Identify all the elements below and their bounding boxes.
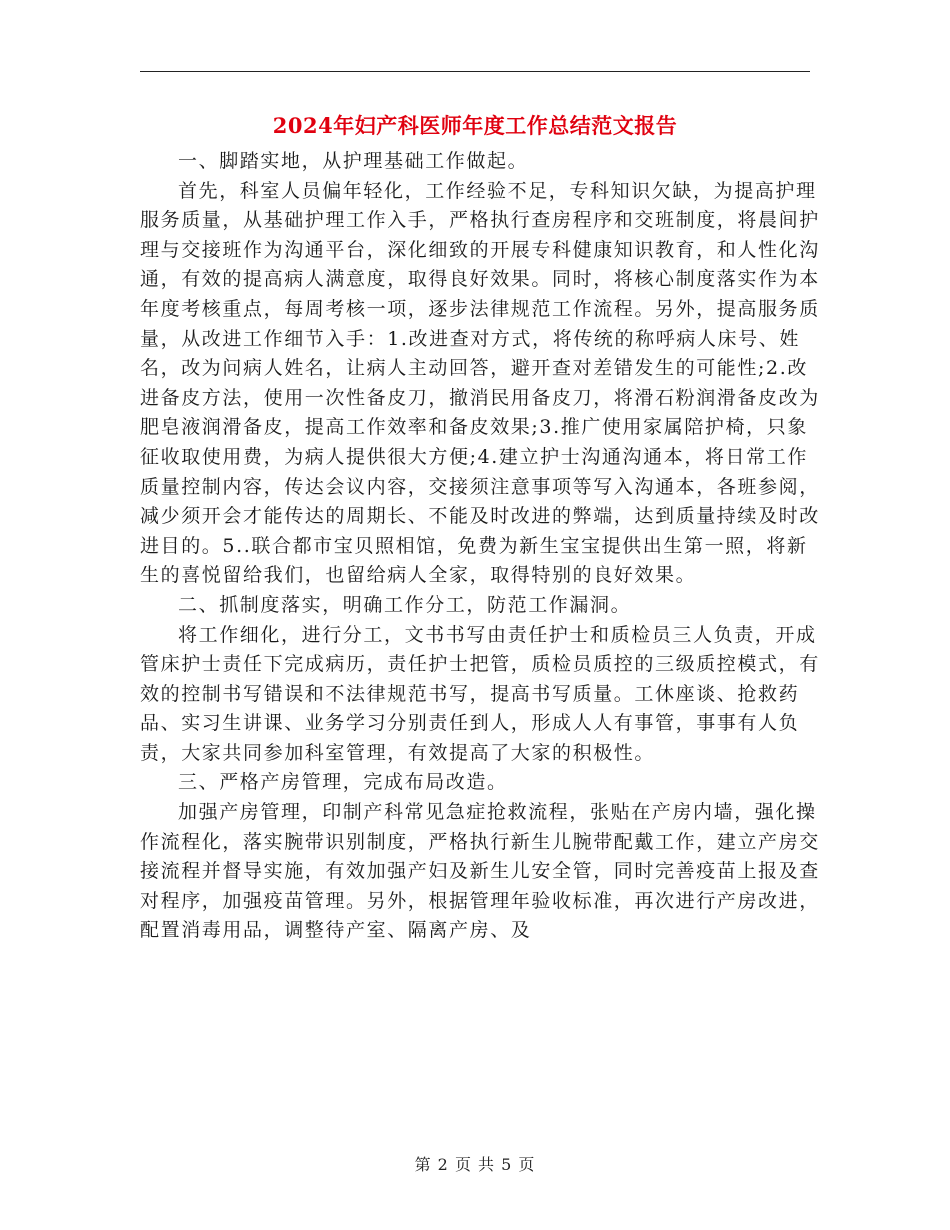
section-heading-1: 一、脚踏实地，从护理基础工作做起。 [178, 150, 529, 172]
document-body [140, 147, 820, 946]
paragraph-3: 加强产房管理，印制产科常见急症抢救流程，张贴在产房内墙，强化操作流程化，落实腕带识别制度，严格执行新生儿腕带配戴工作，建立产房交接流程并督导实施，有效加强产妇及新生儿安全管，同时完善疫苗上报及查对程序，加强疫苗管理。另外，根据管理年验收标准，再次进行产房改进，配置消毒用品，调整待产室、隔离产房、及 [140, 801, 820, 942]
section-heading-3: 三、严格产房管理，完成布局改造。 [178, 771, 508, 794]
section-heading-2: 二、抓制度落实，明确工作分工，防范工作漏洞。 [178, 593, 632, 616]
page-number: 第 2 页 共 5 页 [414, 1155, 536, 1174]
document-title: 2024年妇产科医师年度工作总结范文报告 [272, 113, 678, 138]
paragraph-2: 将工作细化，进行分工，文书书写由责任护士和质检员三人负责，开成管床护士责任下完成病历，责任护士把管，质检员质控的三级质控模式，有效的控制书写错误和不法律规范书写，提高书写质量。工休座谈、抢救药品、实习生讲课、业务学习分别责任到人，形成人人有事管，事事有人负责，大家共同参加科室管理，有效提高了大家的积极性。 [140, 623, 820, 764]
paragraph-1: 首先，科室人员偏年轻化，工作经验不足，专科知识欠缺，为提高护理服务质量，从基础护理工作入手，严格执行查房程序和交班制度，将晨间护理与交接班作为沟通平台，深化细致的开展专科健康知识教育，和人性化沟通，有效的提高病人满意度，取得良好效果。同时，将核心制度落实作为本年度考核重点，每周考核一项，逐步法律规范工作流程。另外，提高服务质量，从改进工作细节入手：1.改进查对方式，将传统的称呼病人床号、姓名，改为问病人姓名，让病人主动回答，避开查对差错发生的可能性;2.改进备皮方法，使用一次性备皮刀，撤消民用备皮刀，将滑石粉润滑备皮改为肥皂液润滑备皮，提高工作效率和备皮效果;3.推广使用家属陪护椅，只象征收取使用费，为病人提供很大方便;4.建立护士沟通沟通本，将日常工作质量控制内容，传达会议内容，交接须注意事项等写入沟通本，各班参阅，减少须开会才能传达的周期长、不能及时改进的弊端，达到质量持续及时改进目的。5..联合都市宝贝照相馆，免费为新生宝宝提供出生第一照，将新生的喜悦留给我们，也留给病人全家，取得特别的良好效果。 [140, 179, 820, 587]
header-rule [140, 71, 810, 72]
